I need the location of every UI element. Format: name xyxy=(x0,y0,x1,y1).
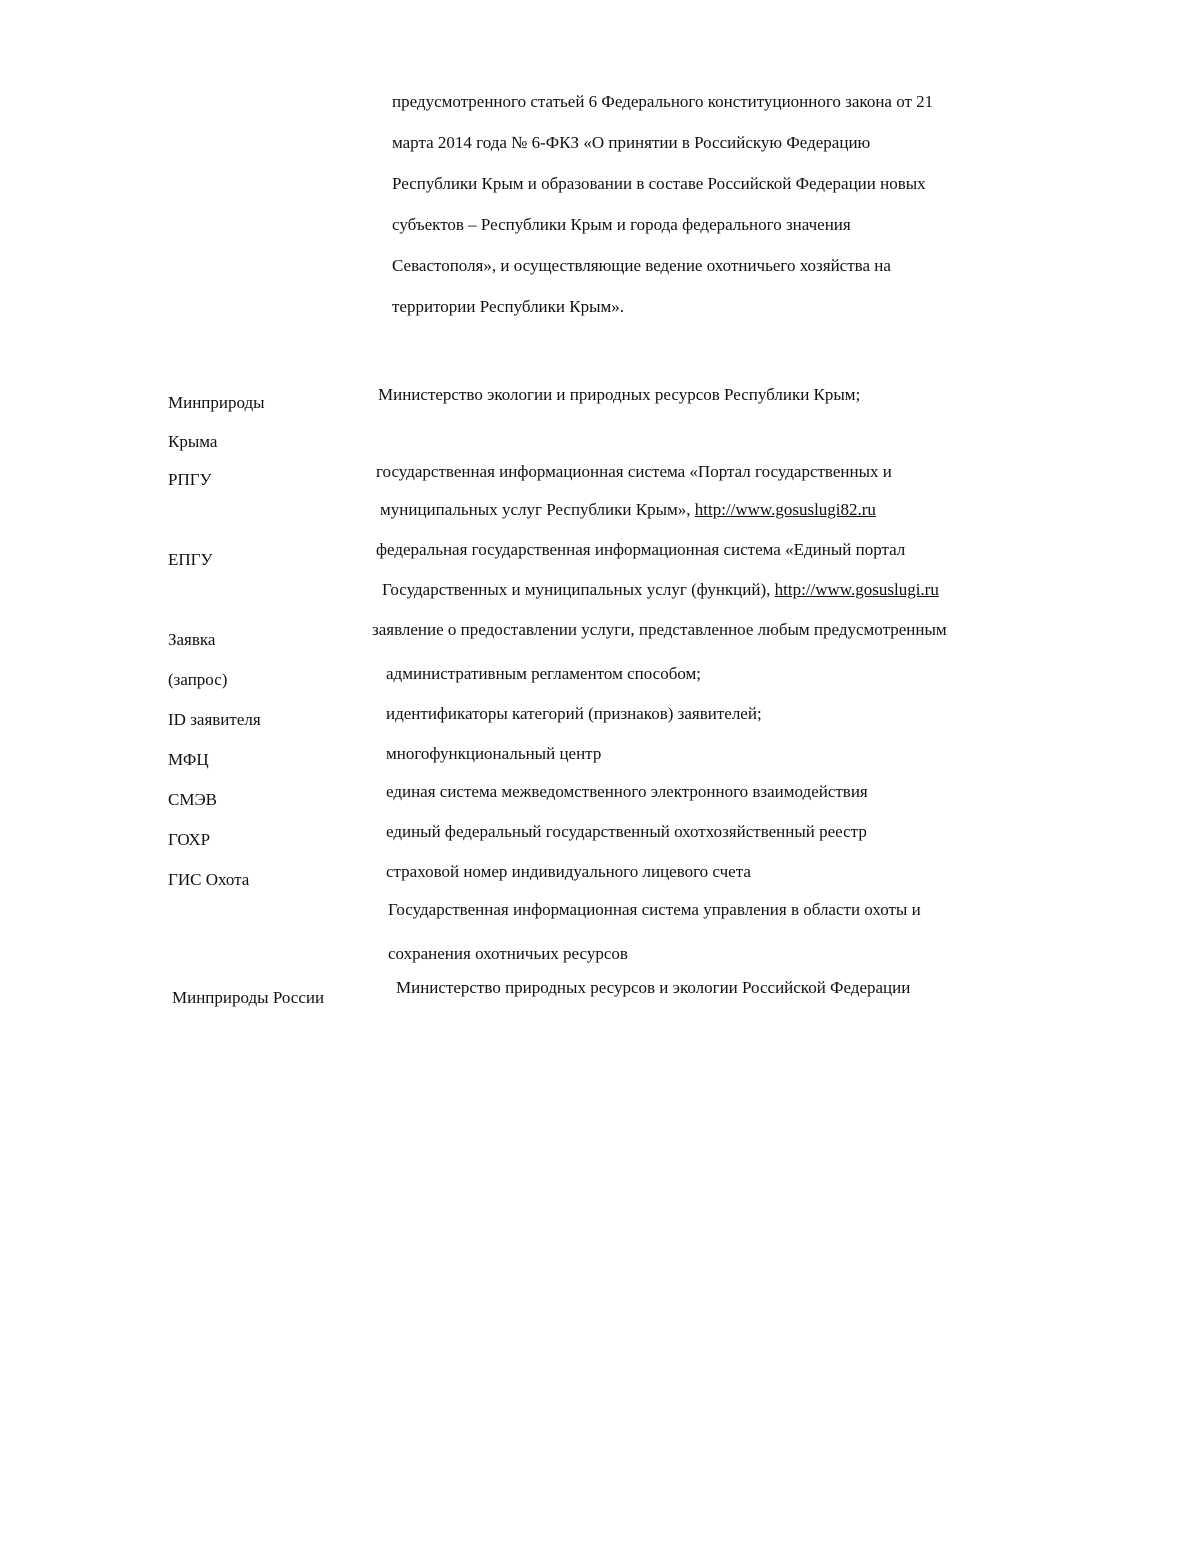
glossary-term: ID заявителя xyxy=(168,710,261,729)
glossary-definition: страховой номер индивидуального лицевого счета xyxy=(386,862,751,881)
intro-line: территории Республики Крым». xyxy=(392,297,625,316)
intro-paragraph xyxy=(392,92,1092,338)
glossary-definition: единый федеральный государственный охотхозяйственный реестр xyxy=(386,822,867,841)
glossary-definition xyxy=(380,500,876,520)
glossary-term: СМЭВ xyxy=(168,790,218,809)
glossary-term: (запрос) xyxy=(168,670,228,689)
glossary-term: ГОХР xyxy=(168,830,211,849)
glossary-definition: сохранения охотничьих ресурсов xyxy=(388,944,628,963)
glossary-term: Минприроды России xyxy=(172,988,325,1007)
glossary-definition: государственная информационная система «Портал государственных и xyxy=(376,462,892,481)
rpgu-link[interactable]: http://www.gosuslugi82.ru xyxy=(694,500,876,519)
glossary-definition: федеральная государственная информационная система «Единый портал xyxy=(376,540,906,559)
glossary-definition: административным регламентом способом; xyxy=(386,664,702,683)
glossary-definition: единая система межведомственного электронного взаимодействия xyxy=(386,782,868,801)
glossary-term: МФЦ xyxy=(168,750,209,769)
intro-line: Республики Крым и образовании в составе Российской Федерации новых xyxy=(392,174,926,193)
glossary-term: Крыма xyxy=(168,432,218,451)
glossary-definition: идентификаторы категорий (признаков) заявителей; xyxy=(386,704,762,723)
glossary-definition-text: муниципальных услуг Республики Крым», xyxy=(380,500,695,519)
intro-line: Севастополя», и осуществляющие ведение охотничьего хозяйства на xyxy=(392,256,891,275)
intro-line: предусмотренного статьей 6 Федерального конституционного закона от 21 xyxy=(392,92,934,111)
epgu-link[interactable]: http://www.gosuslugi.ru xyxy=(774,580,939,599)
glossary-term: Минприроды xyxy=(168,393,265,412)
glossary-term: ГИС Охота xyxy=(168,870,250,889)
glossary-term: ЕПГУ xyxy=(168,550,213,569)
glossary-definition: заявление о предоставлении услуги, представленное любым предусмотренным xyxy=(372,620,947,639)
glossary-definition: Министерство природных ресурсов и экологии Российской Федерации xyxy=(396,978,911,997)
glossary-definition: Министерство экологии и природных ресурсов Республики Крым; xyxy=(378,385,861,404)
intro-line: субъектов – Республики Крым и города федерального значения xyxy=(392,215,851,234)
glossary-definition-text: Государственных и муниципальных услуг (функций), xyxy=(382,580,775,599)
intro-line: марта 2014 года № 6-ФКЗ «О принятии в Российскую Федерацию xyxy=(392,133,871,152)
glossary-term: РПГУ xyxy=(168,470,212,489)
glossary-definition: Государственная информационная система управления в области охоты и xyxy=(388,900,921,919)
glossary-definition: многофункциональный центр xyxy=(386,744,602,763)
glossary-term: Заявка xyxy=(168,630,216,649)
glossary-definition xyxy=(382,580,939,600)
